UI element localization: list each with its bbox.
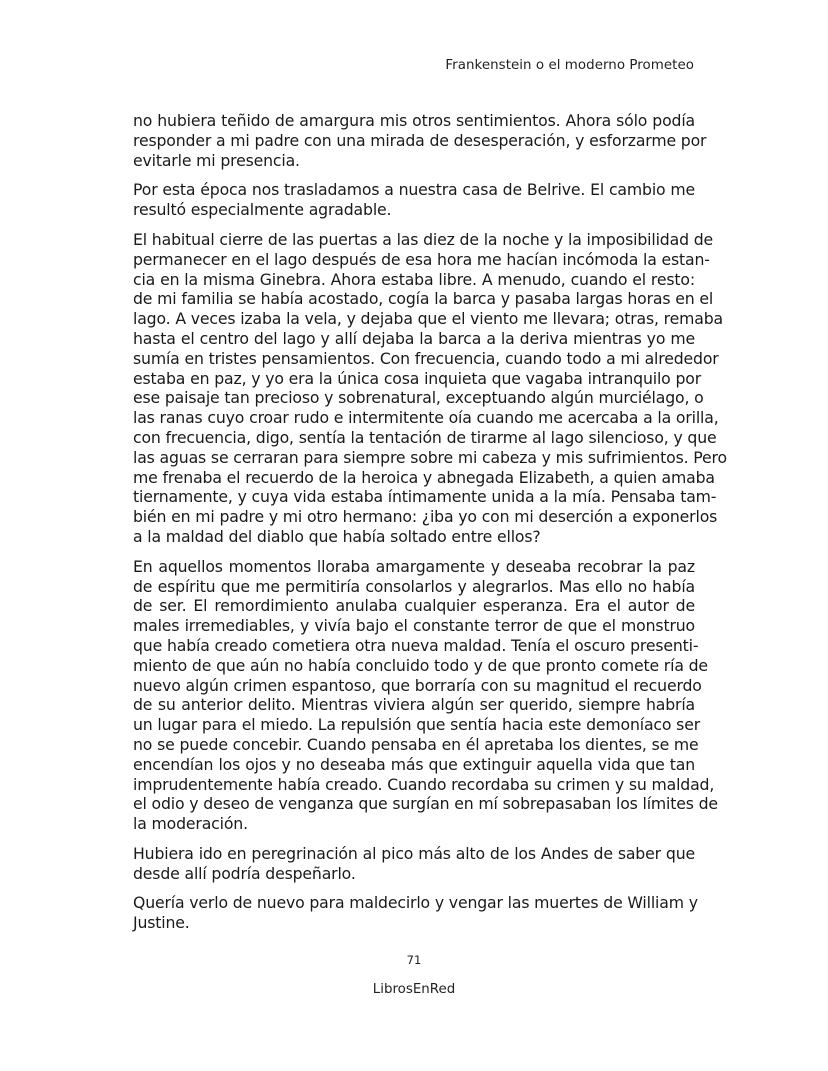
paragraph-5 xyxy=(133,844,695,884)
text-line: imprudentemente había creado. Cuando recordaba su crimen y su maldad, xyxy=(133,774,715,794)
text-line: ese paisaje tan precioso y sobrenatural, exceptuando algún murciélago, o xyxy=(133,388,704,408)
text-line: En aquellos momentos lloraba amargamente y deseaba recobrar la paz xyxy=(133,556,695,576)
text-line: el odio y deseo de venganza que surgían en mí sobrepasaban los límites de xyxy=(133,794,718,814)
text-line: permanecer en el lago después de esa hora me hacían incómoda la estan- xyxy=(133,249,710,269)
text-line: un lugar para el miedo. La repulsión que sentía hacia este demoníaco ser xyxy=(133,715,701,735)
body-text xyxy=(133,111,727,943)
text-line: lago. A veces izaba la vela, y dejaba que el viento me llevara; otras, remaba xyxy=(133,309,723,329)
text-line: con frecuencia, digo, sentía la tentación de tirarme al lago silencioso, y que xyxy=(133,427,717,447)
text-line: El habitual cierre de las puertas a las diez de la noche y la imposibilidad de xyxy=(133,229,714,249)
text-line: me frenaba el recuerdo de la heroica y abnegada Elizabeth, a quien amaba xyxy=(133,467,715,487)
text-line: las ranas cuyo croar rudo e intermitente oía cuando me acercaba a la orilla, xyxy=(133,408,719,428)
text-line: desde allí podría despeñarlo. xyxy=(133,863,356,883)
paragraph-2 xyxy=(133,180,695,220)
running-header: Frankenstein o el moderno Prometeo xyxy=(445,58,694,73)
paragraph-4 xyxy=(133,556,718,834)
text-line: hasta el centro del lago y allí dejaba la barca a la deriva mientras yo me xyxy=(133,328,695,348)
text-line: miento de que aún no había concluido todo y de que pronto comete ría de xyxy=(133,655,708,675)
text-line: Por esta época nos trasladamos a nuestra casa de Belrive. El cambio me xyxy=(133,180,695,200)
text-line: de su anterior delito. Mientras viviera algún ser querido, siempre habría xyxy=(133,695,695,715)
text-line: estaba en paz, y yo era la única cosa inquieta que vagaba intranquilo por xyxy=(133,368,702,388)
text-line: de mi familia se había acostado, cogía la barca y pasaba largas horas en el xyxy=(133,289,714,309)
text-line: responder a mi padre con una mirada de desesperación, y esforzarme por xyxy=(133,130,707,150)
text-line: resultó especialmente agradable. xyxy=(133,200,392,220)
page-number: 71 xyxy=(406,953,422,967)
text-line: de espíritu que me permitiría consolarlos y alegrarlos. Mas ello no había xyxy=(133,576,695,596)
text-line: las aguas se cerraran para siempre sobre mi cabeza y mis sufrimientos. Pero xyxy=(133,447,727,467)
text-line: males irremediables, y vivía bajo el constante terror de que el monstruo xyxy=(133,616,695,636)
text-line: nuevo algún crimen espantoso, que borraría con su magnitud el recuerdo xyxy=(133,675,702,695)
publisher-footer: LibrosEnRed xyxy=(372,982,456,997)
text-line: no hubiera teñido de amargura mis otros sentimientos. Ahora sólo podía xyxy=(133,111,695,130)
text-line: tiernamente, y cuya vida estaba íntimamente unida a la mía. Pensaba tam- xyxy=(133,487,717,507)
paragraph-3 xyxy=(133,229,727,547)
text-line: a la maldad del diablo que había soltado entre ellos? xyxy=(133,526,541,546)
text-line: bién en mi padre y mi otro hermano: ¿iba yo con mi deserción a exponerlos xyxy=(133,507,718,527)
text-line: Justine. xyxy=(133,913,190,933)
text-line: evitarle mi presencia. xyxy=(133,150,300,170)
paragraph-1 xyxy=(133,111,707,170)
text-line: encendían los ojos y no deseaba más que extinguir aquella vida que tan xyxy=(133,754,695,774)
text-line: Quería verlo de nuevo para maldecirlo y vengar las muertes de William y xyxy=(133,893,698,913)
text-line: no se puede concebir. Cuando pensaba en él apretaba los dientes, se me xyxy=(133,734,699,754)
paragraph-6 xyxy=(133,893,698,933)
text-line: la moderación. xyxy=(133,814,248,834)
text-line: de ser. El remordimiento anulaba cualquier esperanza. Era el autor de xyxy=(133,596,695,616)
text-line: Hubiera ido en peregrinación al pico más alto de los Andes de saber que xyxy=(133,843,695,863)
text-line: cia en la misma Ginebra. Ahora estaba libre. A menudo, cuando el resto: xyxy=(133,269,695,289)
text-line: sumía en tristes pensamientos. Con frecuencia, cuando todo a mi alrededor xyxy=(133,348,719,368)
text-line: que había creado cometiera otra nueva maldad. Tenía el oscuro presenti- xyxy=(133,635,699,655)
